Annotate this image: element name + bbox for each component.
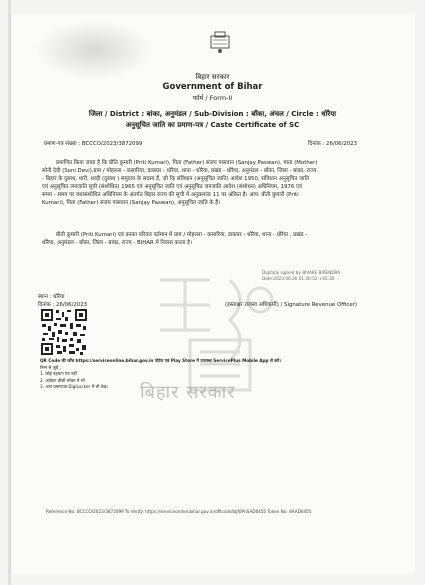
body-line-6: Kumari), पिता (Father) संजय पासवान (Sanjay Paswan), अनुसूचित जाति के हैं। <box>42 200 221 206</box>
officer-signature: (हस्ताक्षर राजस्व अधिकारी) / Signature Revenue Officer) <box>225 302 357 308</box>
place: स्थान : धोरैया <box>38 294 65 300</box>
digital-signature <box>262 270 340 283</box>
digital-signature-by: Digitally signed by BIVAKE BIRENDRA <box>262 270 341 275</box>
scan-smudge <box>34 20 154 80</box>
body-line-5: समय - समय पर यथासंशोधित अधिनियम के अंतर्गत बिहार राज्य की सूची में अनुक्रमांक 11 पर अंकित है। आप: प्रीती कुमारी (Priti <box>42 192 299 198</box>
form-number: फॉर्म / Form-II <box>192 94 233 102</box>
qr-code-icon <box>40 308 88 356</box>
body-line-4: एवं अनुसूचित जनजाति सूची (संशोधित) 1965 एवं अनुसूचित जाति एवं अनुसूचित जनजाति आदेश (संशोधन) अधिनियम, 1976 एवं <box>42 184 302 190</box>
reference-footer: Reference No: BCCCO/2023/3872099 To Verify: https://serviceonline.bihar.gov.in/officials/bljf0PnSAD6455 Token No: 8AAD6455 <box>46 509 312 514</box>
qr-line-3: 1. कोई पहचान पत्र नहीं <box>40 371 77 377</box>
signature-date: दिनांक : 26/06/2023 <box>38 302 88 308</box>
certificate-date: दिनांक : 26/06/2023 <box>308 141 358 147</box>
qr-line-2: निम्न से जुड़ें : <box>40 364 61 370</box>
qr-line-5: 3. आप प्रमाणपत्र DigiLocker में भी देख। <box>40 384 109 390</box>
digital-signature-date: Date:2023.06.26 01:30:52 +05:30 <box>262 276 335 282</box>
location-line: जिला / District : बांका, अनुमंडल / Sub-Division : बाँका, अंचल / Circle : धोरैया <box>88 110 337 118</box>
certificate-number: प्रमाण-पत्र संख्या : BCCCO/2023/3872099 <box>44 141 143 147</box>
qr-instructions <box>40 358 300 391</box>
english-title: Government of Bihar <box>162 82 263 92</box>
residence-line-1: प्रीती कुमारी (Priti Kumari) एवं उनका परिवार वर्तमान में ग्राम / मोहल्ला - कसारिया, डाकघर - धोरैया, थाना - धोरैया , प्रखंड - <box>56 232 308 238</box>
body-line-3: - बिहार के दुसाध, धारी, धरही (दुसाध ) समुदाय के सदस्य हैं, जो कि संविधान (अनुसूचित जाति) आदेश 1950, संविधान अनुसूचित जाति <box>42 176 309 182</box>
body-line-1: प्रमाणित किया जाता है कि प्रीति कुमारी (Priti Kumari), पिता (Father) संजय पासवान (Sanjay Paswan), माता (Mother) <box>56 160 318 166</box>
residence-line-2: धोरैया, अनुमंडल - बाँका, जिला - बांका, राज्य - BIHAR में निवास करता है। <box>42 240 192 246</box>
qr-line-4: 2. आवेदन डीज़ी लॉकर मे भी <box>40 377 85 383</box>
certificate-title: अनुसूचित जाति का प्रमाण-पत्र / Caste Certificate of SC <box>125 121 300 129</box>
watermark-text: बिहार सरकार <box>140 382 236 403</box>
body-line-2: सोनी देवी (Soni Devi),ग्राम / मोहल्ला - कसारिया, डाकघर - धोरैया, थाना - धोरैया, प्रखंड - धोरैया, अनुमंडल - बाँका, जिला - बांका, राज्य <box>42 168 317 174</box>
hindi-title: बिहार सरकार <box>195 73 230 81</box>
bihar-emblem-icon <box>205 30 235 54</box>
qr-line-1: QR Code की जाँच https://serviceonline.bihar.gov.in पोर्टल एवं Play Store में उपलब्ध ServicePlus Mobile App से करें। <box>40 358 281 363</box>
